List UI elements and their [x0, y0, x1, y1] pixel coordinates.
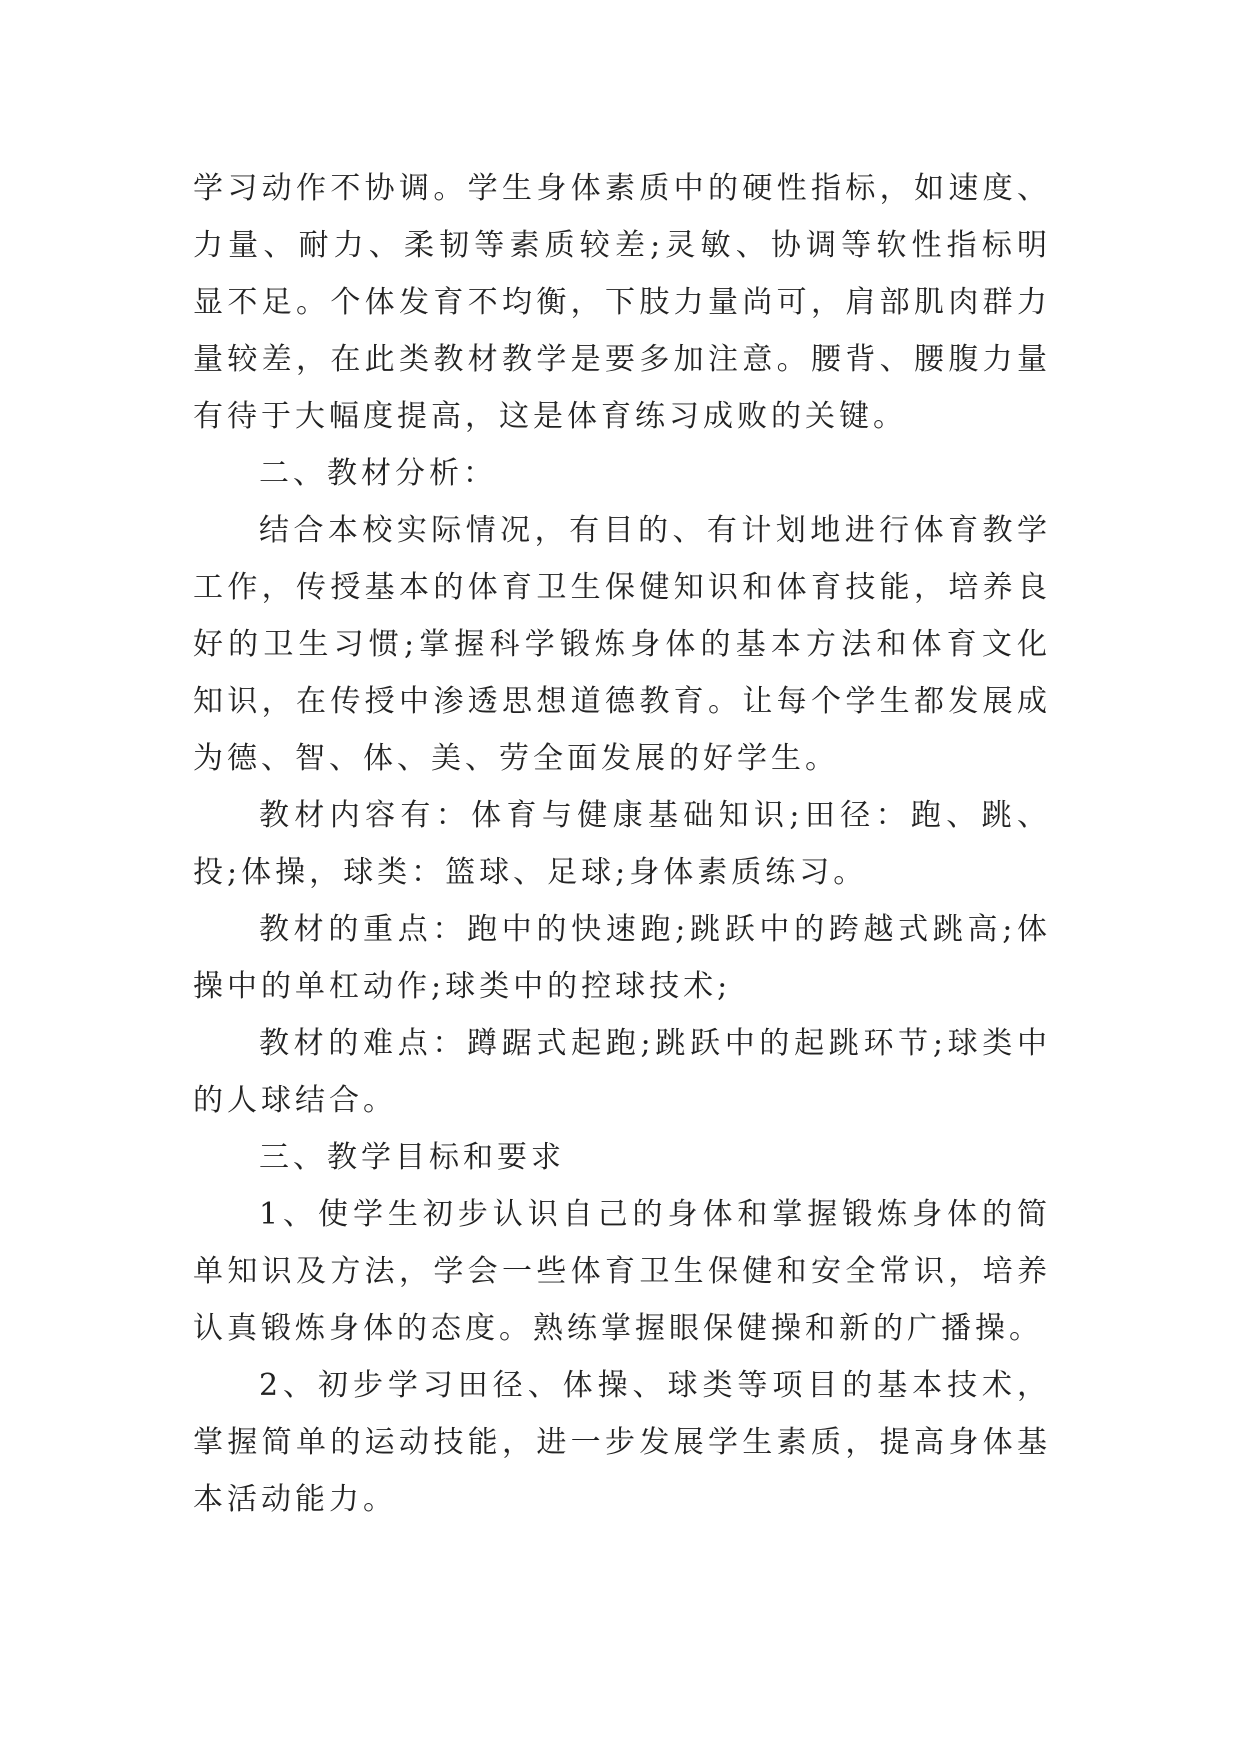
paragraph-material-goal: 结合本校实际情况，有目的、有计划地进行体育教学工作，传授基本的体育卫生保健知识和体育技能，培养良好的卫生习惯;掌握科学锻炼身体的基本方法和体育文化知识，在传授中渗透思想道德教育。让每个学生都发展成为德、智、体、美、劳全面发展的好学生。 [193, 513, 1051, 776]
paragraph-material-difficulty: 教材的难点：蹲踞式起跑;跳跃中的起跳环节;球类中的人球结合。 [193, 1026, 1051, 1118]
paragraph-student-condition: 学习动作不协调。学生身体素质中的硬性指标，如速度、力量、耐力、柔韧等素质较差;灵敏、协调等软性指标明显不足。个体发育不均衡，下肢力量尚可，肩部肌肉群力量较差，在此类教材教学是要多加注意。腰背、腰腹力量有待于大幅度提高，这是体育练习成败的关键。 [193, 171, 1051, 434]
paragraph-goal-1: 1、使学生初步认识自己的身体和掌握锻炼身体的简单知识及方法，学会一些体育卫生保健和安全常识，培养认真锻炼身体的态度。熟练掌握眼保健操和新的广播操。 [193, 1197, 1051, 1346]
heading-teaching-goals: 三、教学目标和要求 [259, 1140, 565, 1175]
paragraph-material-focus: 教材的重点：跑中的快速跑;跳跃中的跨越式跳高;体操中的单杠动作;球类中的控球技术; [193, 912, 1051, 1004]
paragraph-material-content: 教材内容有：体育与健康基础知识;田径：跑、跳、投;体操，球类：篮球、足球;身体素质练习。 [193, 798, 1051, 890]
document-page [193, 160, 1051, 1528]
heading-material-analysis: 二、教材分析： [259, 456, 497, 491]
paragraph-goal-2: 2、初步学习田径、体操、球类等项目的基本技术，掌握简单的运动技能，进一步发展学生素质，提高身体基本活动能力。 [193, 1368, 1051, 1517]
